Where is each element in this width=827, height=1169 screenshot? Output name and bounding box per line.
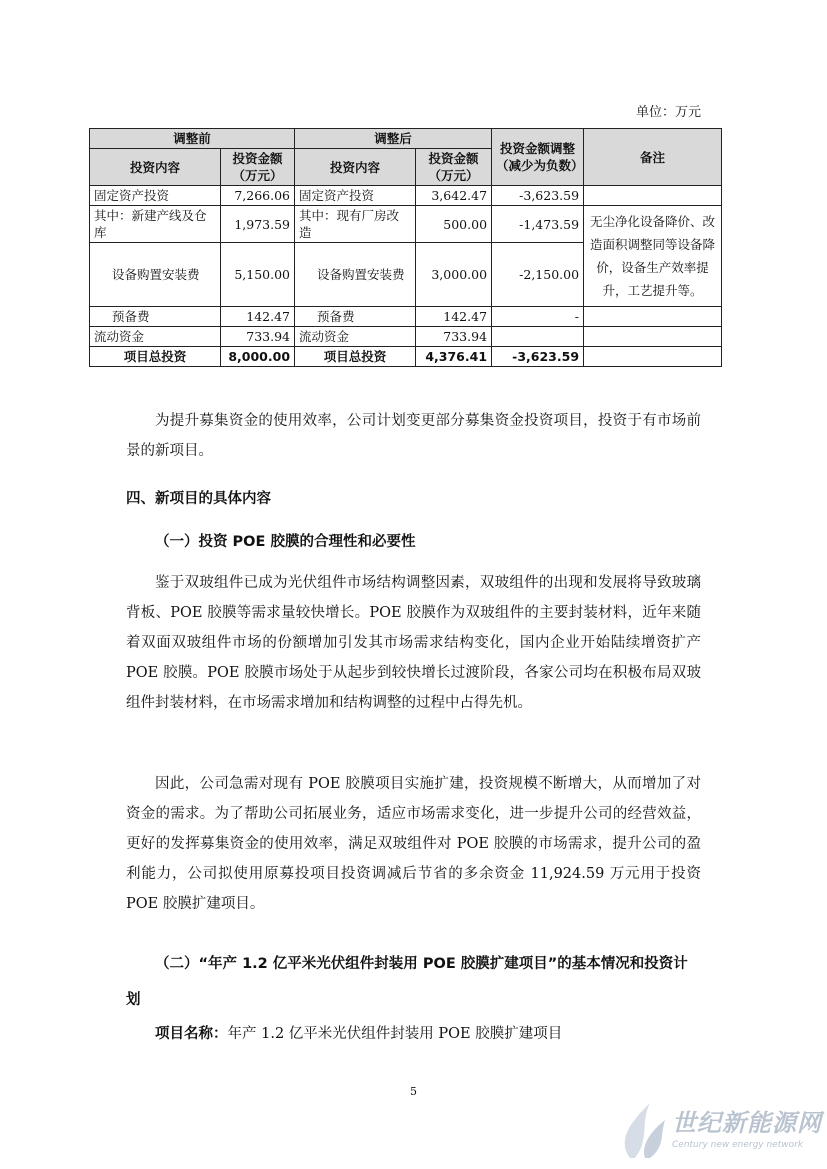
cell-after-amount: 4,376.41 (416, 347, 492, 367)
table-group-header-row (90, 129, 722, 149)
subheader-after-item: 投资内容 (295, 149, 416, 186)
cell-after-item: 固定资产投资 (295, 186, 416, 206)
subheader-before-item: 投资内容 (90, 149, 221, 186)
cell-remark: 无尘净化设备降价、改造面积调整同等设备降价，设备生产效率提升，工艺提升等。 (584, 206, 722, 307)
subheader-before-amount: 投资金额（万元） (221, 149, 295, 186)
cell-after-item: 设备购置安装费 (295, 243, 416, 307)
unit-label: 单位：万元 (635, 105, 701, 120)
cell-before-item: 设备购置安装费 (90, 243, 221, 307)
cell-after-item: 流动资金 (295, 327, 416, 347)
cell-after-amount: 500.00 (416, 206, 492, 243)
cell-change: -1,473.59 (492, 206, 584, 243)
subheader-after-amount: 投资金额（万元） (416, 149, 492, 186)
cell-before-item: 项目总投资 (90, 347, 221, 367)
cell-before-item: 其中：新建产线及仓库 (90, 206, 221, 243)
header-remark: 备注 (584, 129, 722, 186)
project-name-line (126, 1019, 701, 1049)
paragraph-2: 鉴于双玻组件已成为光伏组件市场结构调整因素，双玻组件的出现和发展将导致玻璃背板、POE 胶膜等需求量较快增长。POE 胶膜作为双玻组件的主要封装材料，近年来随着双面双玻组件市场的份额增加引发其市场需求结构变化，国内企业开始陆续增资扩产 POE 胶膜。POE 胶膜市场处于从起步到较快增长过渡阶段，各家公司均在积极布局双玻组件封装材料，在市场需求增加和结构调整的过程中占得先机。 (126, 575, 701, 711)
cell-before-amount: 733.94 (221, 327, 295, 347)
header-before: 调整前 (90, 129, 295, 149)
watermark-subtitle: Century new energy network (672, 1140, 804, 1150)
cell-remark-empty (584, 186, 722, 206)
cell-change: -2,150.00 (492, 243, 584, 307)
header-change: 投资金额调整（减少为负数） (492, 129, 584, 186)
table-row (90, 206, 722, 243)
paragraph-1: 为提升募集资金的使用效率，公司计划变更部分募集资金投资项目，投资于有市场前景的新项目。 (126, 413, 701, 459)
table-row (90, 307, 722, 327)
project-name-value: 年产 1.2 亿平米光伏组件封装用 POE 胶膜扩建项目 (227, 1026, 563, 1042)
cell-before-amount: 142.47 (221, 307, 295, 327)
header-after: 调整后 (295, 129, 492, 149)
cell-before-item: 流动资金 (90, 327, 221, 347)
table-row (90, 186, 722, 206)
cell-after-item: 预备费 (295, 307, 416, 327)
cell-remark-empty (584, 347, 722, 367)
project-name-label: 项目名称： (155, 1026, 228, 1042)
cell-after-item: 其中：现有厂房改造 (295, 206, 416, 243)
cell-remark-empty (584, 307, 722, 327)
cell-before-item: 固定资产投资 (90, 186, 221, 206)
table-total-row (90, 347, 722, 367)
cell-before-amount: 8,000.00 (221, 347, 295, 367)
cell-before-amount: 7,266.06 (221, 186, 295, 206)
investment-adjustment-table (89, 128, 722, 367)
cell-remark-empty (584, 327, 722, 347)
cell-change: - (492, 307, 584, 327)
cell-change (492, 327, 584, 347)
cell-change: -3,623.59 (492, 347, 584, 367)
cell-after-item: 项目总投资 (295, 347, 416, 367)
cell-before-item: 预备费 (90, 307, 221, 327)
cell-after-amount: 733.94 (416, 327, 492, 347)
cell-change: -3,623.59 (492, 186, 584, 206)
page-number: 5 (410, 1085, 417, 1098)
subsection-2-title: （二）“年产 1.2 亿平米光伏组件封装用 POE 胶膜扩建项目”的基本情况和投资计划 (126, 956, 688, 1008)
subsection-1-title: （一）投资 POE 胶膜的合理性和必要性 (155, 534, 416, 550)
cell-after-amount: 3,000.00 (416, 243, 492, 307)
section-4-title: 四、新项目的具体内容 (126, 491, 271, 507)
cell-before-amount: 5,150.00 (221, 243, 295, 307)
cell-after-amount: 3,642.47 (416, 186, 492, 206)
cell-before-amount: 1,973.59 (221, 206, 295, 243)
table-row (90, 327, 722, 347)
paragraph-3: 因此，公司急需对现有 POE 胶膜项目实施扩建，投资规模不断增大，从而增加了对资金的需求。为了帮助公司拓展业务，适应市场需求变化，进一步提升公司的经营效益，更好的发挥募集资金的使用效率，满足双玻组件对 POE 胶膜的市场需求，提升公司的盈利能力，公司拟使用原募投项目投资调减后节省的多余资金 11,924.59 万元用于投资 POE 胶膜扩建项目。 (126, 776, 701, 912)
watermark-title: 世纪新能源网 (672, 1109, 822, 1137)
cell-after-amount: 142.47 (416, 307, 492, 327)
